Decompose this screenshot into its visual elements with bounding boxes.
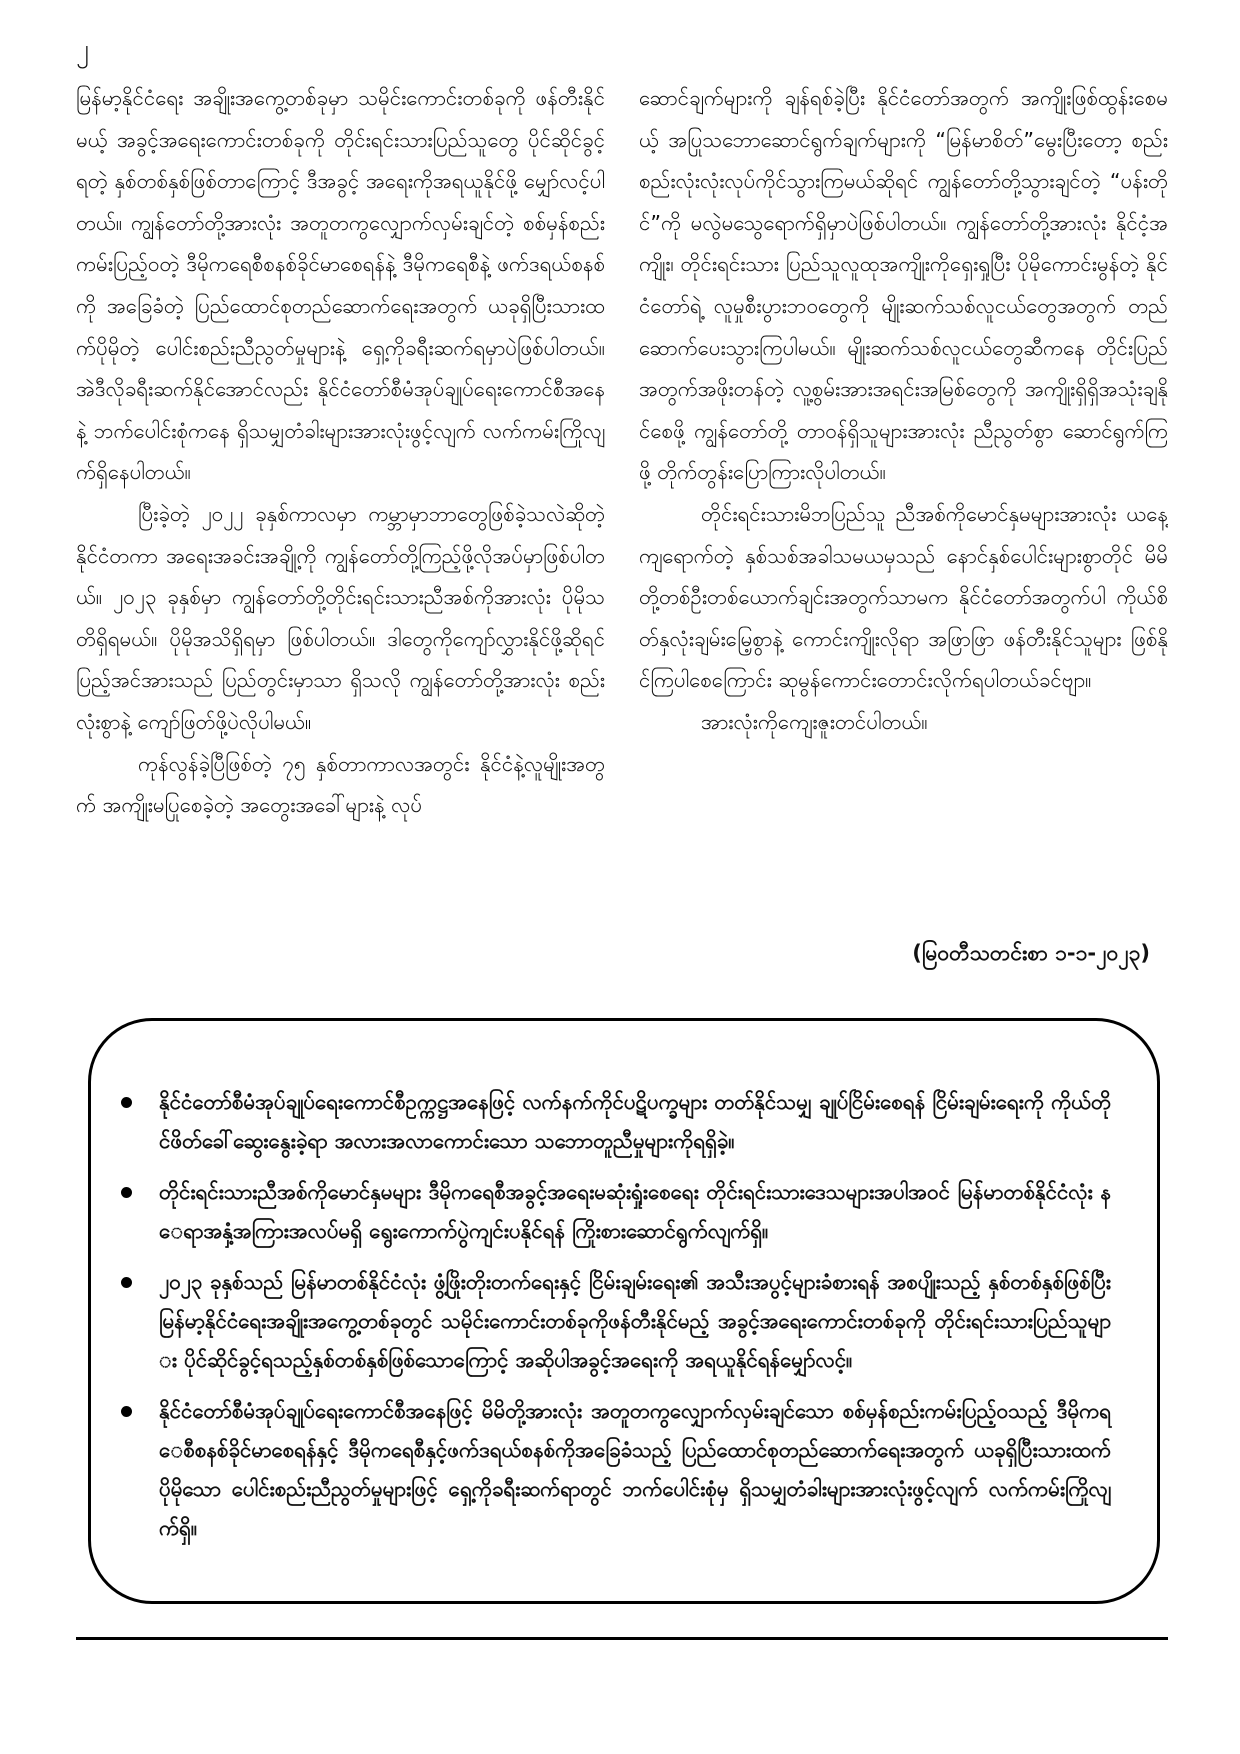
summary-point-text: နိုင်ငံတော်စီမံအုပ်ချုပ်ရေးကောင်စီဥက္ကဋ္ဌအနေဖြင့် လက်နက်ကိုင်ပဋိပက္ခများ တတ်နိုင်သမျှ ချုပ်ငြိမ်းစေရန် ငြိမ်းချမ်းရေးကို ကိုယ်တိုင်ဖိတ်ခေါ်ဆွေးနွေးခဲ့ရာ အလားအလာကောင်းသော သဘောတူညီမှုများကိုရရှိခဲ့။ bbox=[159, 1090, 1111, 1153]
article-body bbox=[76, 78, 1168, 998]
summary-point-text: နိုင်ငံတော်စီမံအုပ်ချုပ်ရေးကောင်စီအနေဖြင့် မိမိတို့အားလုံး အတူတကွလျှောက်လှမ်းချင်သော စစ်မှန်စည်းကမ်းပြည့်ဝသည့် ဒီမိုကရေစီစနစ်ခိုင်မာစေရန်နှင့် ဒီမိုကရေစီနှင့်ဖက်ဒရယ်စနစ်ကိုအခြေခံသည့် ပြည်ထောင်စုတည်ဆောက်ရေးအတွက် ယခုရှိပြီးသားထက်ပိုမိုသော ပေါင်းစည်းညီညွတ်မှုများဖြင့် ရှေ့ကိုခရီးဆက်ရာတွင် ဘက်ပေါင်းစုံမှ ရှိသမျှတံခါးများအားလုံးဖွင့်လျက် လက်ကမ်းကြိုလျက်ရှိ။ bbox=[159, 1399, 1111, 1540]
closing-line: အားလုံးကိုကျေးဇူးတင်ပါတယ်။ bbox=[701, 709, 928, 734]
summary-point bbox=[91, 1173, 1157, 1251]
right-column bbox=[639, 78, 1168, 998]
source-citation: (မြဝတီသတင်းစာ ၁-၁-၂၀၂၃) bbox=[912, 941, 1150, 965]
summary-point bbox=[91, 1083, 1157, 1161]
summary-point bbox=[91, 1263, 1157, 1380]
paragraph: ပြီးခဲ့တဲ့ ၂၀၂၂ ခုနှစ်ကာလမှာ ကမ္ဘာမှာဘာတွေဖြစ်ခဲ့သလဲဆိုတဲ့ နိုင်ငံတကာ အရေးအခင်းအချို့ကို ကျွန်တော်တို့ကြည့်ဖို့လိုအပ်မှာဖြစ်ပါတယ်။ ၂၀၂၃ ခုနှစ်မှာ ကျွန်တော်တို့တိုင်းရင်းသားညီအစ်ကိုအားလုံး ပိုမိုသတိရှိရမယ်။ ပိုမိုအသိရှိရမှာ ဖြစ်ပါတယ်။ ဒါတွေကိုကျော်လွှားနိုင်ဖို့ဆိုရင် ပြည့်အင်အားသည် ပြည်တွင်းမှာသာ ရှိသလို ကျွန်တော်တို့အားလုံး စည်းလုံးစွာနဲ့ ကျော်ဖြတ်ဖို့ပဲလိုပါမယ်။ bbox=[76, 501, 605, 734]
page-number: ၂ bbox=[76, 34, 89, 64]
paragraph: တိုင်းရင်းသားမိဘပြည်သူ ညီအစ်ကိုမောင်နှမများအားလုံး ယနေ့ကျရောက်တဲ့ နှစ်သစ်အခါသမယမှသည် နောင်နှစ်ပေါင်းများစွာတိုင် မိမိတို့တစ်ဦးတစ်ယောက်ချင်းအတွက်သာမက နိုင်ငံတော်အတွက်ပါ ကိုယ်စိတ်နှလုံးချမ်းမြေ့စွာနဲ့ ကောင်းကျိုးလိုရာ အဖြာဖြာ ဖန်တီးနိုင်သူများ ဖြစ်နိုင်ကြပါစေကြောင်း ဆုမွန်ကောင်းတောင်းလိုက်ရပါတယ်ခင်ဗျာ။ bbox=[639, 501, 1168, 693]
summary-point-text: ၂၀၂၃ ခုနှစ်သည် မြန်မာတစ်နိုင်ငံလုံး ဖွံ့ဖြိုးတိုးတက်ရေးနှင့် ငြိမ်းချမ်းရေး၏ အသီးအပွင့်များခံစားရန် အစပျိုးသည့် နှစ်တစ်နှစ်ဖြစ်ပြီး မြန်မာ့နိုင်ငံရေးအချိုးအကွေ့တစ်ခုတွင် သမိုင်းကောင်းတစ်ခုကိုဖန်တီးနိုင်မည့် အခွင့်အရေးကောင်းတစ်ခုကို တိုင်းရင်းသားပြည်သူများ ပိုင်ဆိုင်ခွင့်ရသည့်နှစ်တစ်နှစ်ဖြစ်သောကြောင့် အဆိုပါအခွင့်အရေးကို အရယူနိုင်ရန်မျှော်လင့်။ bbox=[159, 1270, 1111, 1372]
summary-box bbox=[88, 1018, 1160, 1604]
paragraph: မြန်မာ့နိုင်ငံရေး အချိုးအကွေ့တစ်ခုမှာ သမိုင်းကောင်းတစ်ခုကို ဖန်တီးနိုင်မယ့် အခွင့်အရေးကောင်းတစ်ခုကို တိုင်းရင်းသားပြည်သူတွေ ပိုင်ဆိုင်ခွင့်ရတဲ့ နှစ်တစ်နှစ်ဖြစ်တာကြောင့် ဒီအခွင့် အရေးကိုအရယူနိုင်ဖို့ မျှော်လင့်ပါတယ်။ ကျွန်တော်တို့အားလုံး အတူတကွလျှောက်လှမ်းချင်တဲ့ စစ်မှန်စည်းကမ်းပြည့်ဝတဲ့ ဒီမိုကရေစီစနစ်ခိုင်မာစေရန်နဲ့ ဒီမိုကရေစီနဲ့ ဖက်ဒရယ်စနစ်ကို အခြေခံတဲ့ ပြည်ထောင်စုတည်ဆောက်ရေးအတွက် ယခုရှိပြီးသားထက်ပိုမိုတဲ့ ပေါင်းစည်းညီညွတ်မှုများနဲ့ ရှေ့ကိုခရီးဆက်ရမှာပဲဖြစ်ပါတယ်။ အဲဒီလိုခရီးဆက်နိုင်အောင်လည်း နိုင်ငံတော်စီမံအုပ်ချုပ်ရေးကောင်စီအနေနဲ့ ဘက်ပေါင်းစုံကနေ ရှိသမျှတံခါးများအားလုံးဖွင့်လျက် လက်ကမ်းကြိုလျက်ရှိနေပါတယ်။ bbox=[76, 86, 605, 485]
summary-list bbox=[91, 1083, 1157, 1560]
summary-point bbox=[91, 1392, 1157, 1548]
paragraph: ကုန်လွန်ခဲ့ပြီဖြစ်တဲ့ ၇၅ နှစ်တာကာလအတွင်း နိုင်ငံနဲ့လူမျိုးအတွက် အကျိုးမပြုစေခဲ့တဲ့ အတွေးအခေါ်များနဲ့ လုပ် bbox=[76, 751, 605, 818]
bullet-icon bbox=[121, 1097, 132, 1108]
bullet-icon bbox=[121, 1277, 132, 1288]
bullet-icon bbox=[121, 1187, 132, 1198]
summary-point-text: တိုင်းရင်းသားညီအစ်ကိုမောင်နှမများ ဒီမိုကရေစီအခွင့်အရေးမဆုံးရှုံးစေရေး တိုင်းရင်းသားဒေသများအပါအဝင် မြန်မာတစ်နိုင်ငံလုံး နေရာအနှံ့အကြားအလပ်မရှိ ရွေးကောက်ပွဲကျင်းပနိုင်ရန် ကြိုးစားဆောင်ရွက်လျက်ရှိ။ bbox=[159, 1180, 1111, 1243]
left-column bbox=[76, 78, 605, 998]
bottom-divider bbox=[76, 1637, 1168, 1640]
paragraph: ဆောင်ချက်များကို ချန်ရစ်ခဲ့ပြီး နိုင်ငံတော်အတွက် အကျိုးဖြစ်ထွန်းစေမယ့် အပြုသဘောဆောင်ရွက်ချက်များကို “မြန်မာစိတ်”မွေးပြီးတော့ စည်းစည်းလုံးလုံးလုပ်ကိုင်သွားကြမယ်ဆိုရင် ကျွန်တော်တို့သွားချင်တဲ့ “ပန်းတိုင်”ကို မလွဲမသွေရောက်ရှိမှာပဲဖြစ်ပါတယ်။ ကျွန်တော်တို့အားလုံး နိုင်ငံ့အကျိုး၊ တိုင်းရင်းသား ပြည်သူလူထုအကျိုးကိုရှေးရှုပြီး ပိုမိုကောင်းမွန်တဲ့ နိုင်ငံတော်ရဲ့ လူမှုစီးပွားဘဝတွေကို မျိုးဆက်သစ်လူငယ်တွေအတွက် တည်ဆောက်ပေးသွားကြပါမယ်။ မျိုးဆက်သစ်လူငယ်တွေဆီကနေ တိုင်းပြည်အတွက်အဖိုးတန်တဲ့ လူ့စွမ်းအားအရင်းအမြစ်တွေကို အကျိုးရှိရှိအသုံးချနိုင်စေဖို့ ကျွန်တော်တို့ တာဝန်ရှိသူများအားလုံး ညီညွတ်စွာ ဆောင်ရွက်ကြဖို့ တိုက်တွန်းပြောကြားလိုပါတယ်။ bbox=[639, 86, 1168, 485]
bullet-icon bbox=[121, 1406, 132, 1417]
